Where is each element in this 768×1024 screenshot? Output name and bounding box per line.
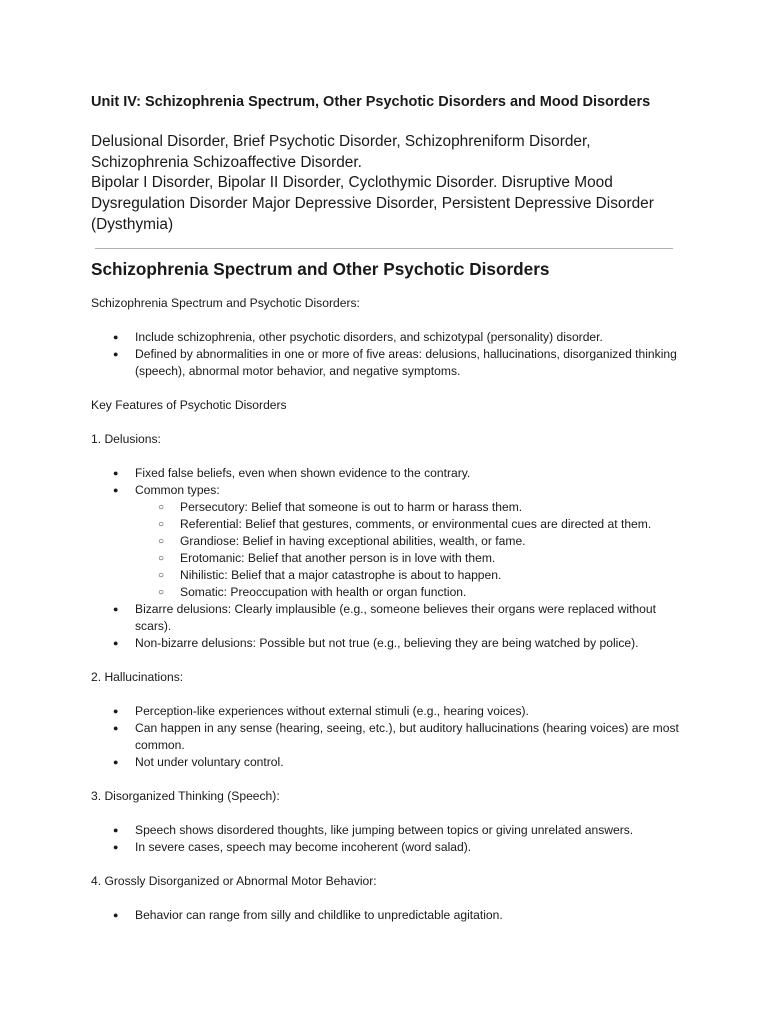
horizontal-divider [95,248,673,249]
intro-paragraph-disorders: Delusional Disorder, Brief Psychotic Disorder, Schizophreniform Disorder, Schizophrenia Schizoaffective Disorder. [91,133,591,171]
intro-paragraph-mood-disorders: Bipolar I Disorder, Bipolar II Disorder, Cyclothymic Disorder. Disruptive Mood Dysregulation Disorder Major Depressive Disorder, Persistent Depressive Disorder (Dysthymia) [91,174,654,233]
delusions-heading: 1. Delusions: [91,432,161,446]
delusions-list [91,465,691,652]
sub-list-item: ○ Nihilistic: Belief that a major catastrophe is about to happen. [135,567,691,584]
list-item: ● Perception-like experiences without external stimuli (e.g., hearing voices). [91,703,691,720]
delusion-types-list [135,499,691,601]
disorganized-thinking-list [91,822,691,856]
hallucinations-list [91,703,691,771]
disorganized-thinking-heading: 3. Disorganized Thinking (Speech): [91,789,280,803]
sub-list-item: ○ Erotomanic: Belief that another person is in love with them. [135,550,691,567]
sub-list-item: ○ Referential: Belief that gestures, comments, or environmental cues are directed at them. [135,516,691,533]
section-content [91,295,691,941]
list-item: ● Fixed false beliefs, even when shown evidence to the contrary. [91,465,691,482]
key-features-label: Key Features of Psychotic Disorders [91,398,287,412]
list-item: ● Defined by abnormalities in one or more of five areas: delusions, hallucinations, disorganized thinking (speech), abnormal motor behavior, and negative symptoms. [91,346,691,380]
list-item: ● Can happen in any sense (hearing, seeing, etc.), but auditory hallucinations (hearing voices) are most common. [91,720,691,754]
hallucinations-heading: 2. Hallucinations: [91,670,184,684]
sub-list-item: ○ Persecutory: Belief that someone is out to harm or harass them. [135,499,691,516]
list-item: ● Non-bizarre delusions: Possible but not true (e.g., believing they are being watched by police). [91,635,691,652]
motor-behavior-heading: 4. Grossly Disorganized or Abnormal Motor Behavior: [91,874,377,888]
common-types-label: Common types: [135,483,220,497]
sub-list-item: ○ Somatic: Preoccupation with health or organ function. [135,584,691,601]
motor-behavior-list [91,907,691,924]
list-item: ● Include schizophrenia, other psychotic disorders, and schizotypal (personality) disorder. [91,329,691,346]
unit-title: Unit IV: Schizophrenia Spectrum, Other Psychotic Disorders and Mood Disorders [91,94,651,110]
list-item: ● Not under voluntary control. [91,754,691,771]
list-item-common-types [91,482,691,601]
section-heading: Schizophrenia Spectrum and Other Psychotic Disorders [91,259,550,279]
overview-list [91,329,691,380]
sub-list-item: ○ Grandiose: Belief in having exceptional abilities, wealth, or fame. [135,533,691,550]
list-item: ● In severe cases, speech may become incoherent (word salad). [91,839,691,856]
list-item: ● Behavior can range from silly and childlike to unpredictable agitation. [91,907,691,924]
subheading: Schizophrenia Spectrum and Psychotic Disorders: [91,296,360,310]
intro-block [91,132,691,236]
list-item: ● Speech shows disordered thoughts, like jumping between topics or giving unrelated answers. [91,822,691,839]
list-item: ● Bizarre delusions: Clearly implausible (e.g., someone believes their organs were replaced without scars). [91,601,691,635]
